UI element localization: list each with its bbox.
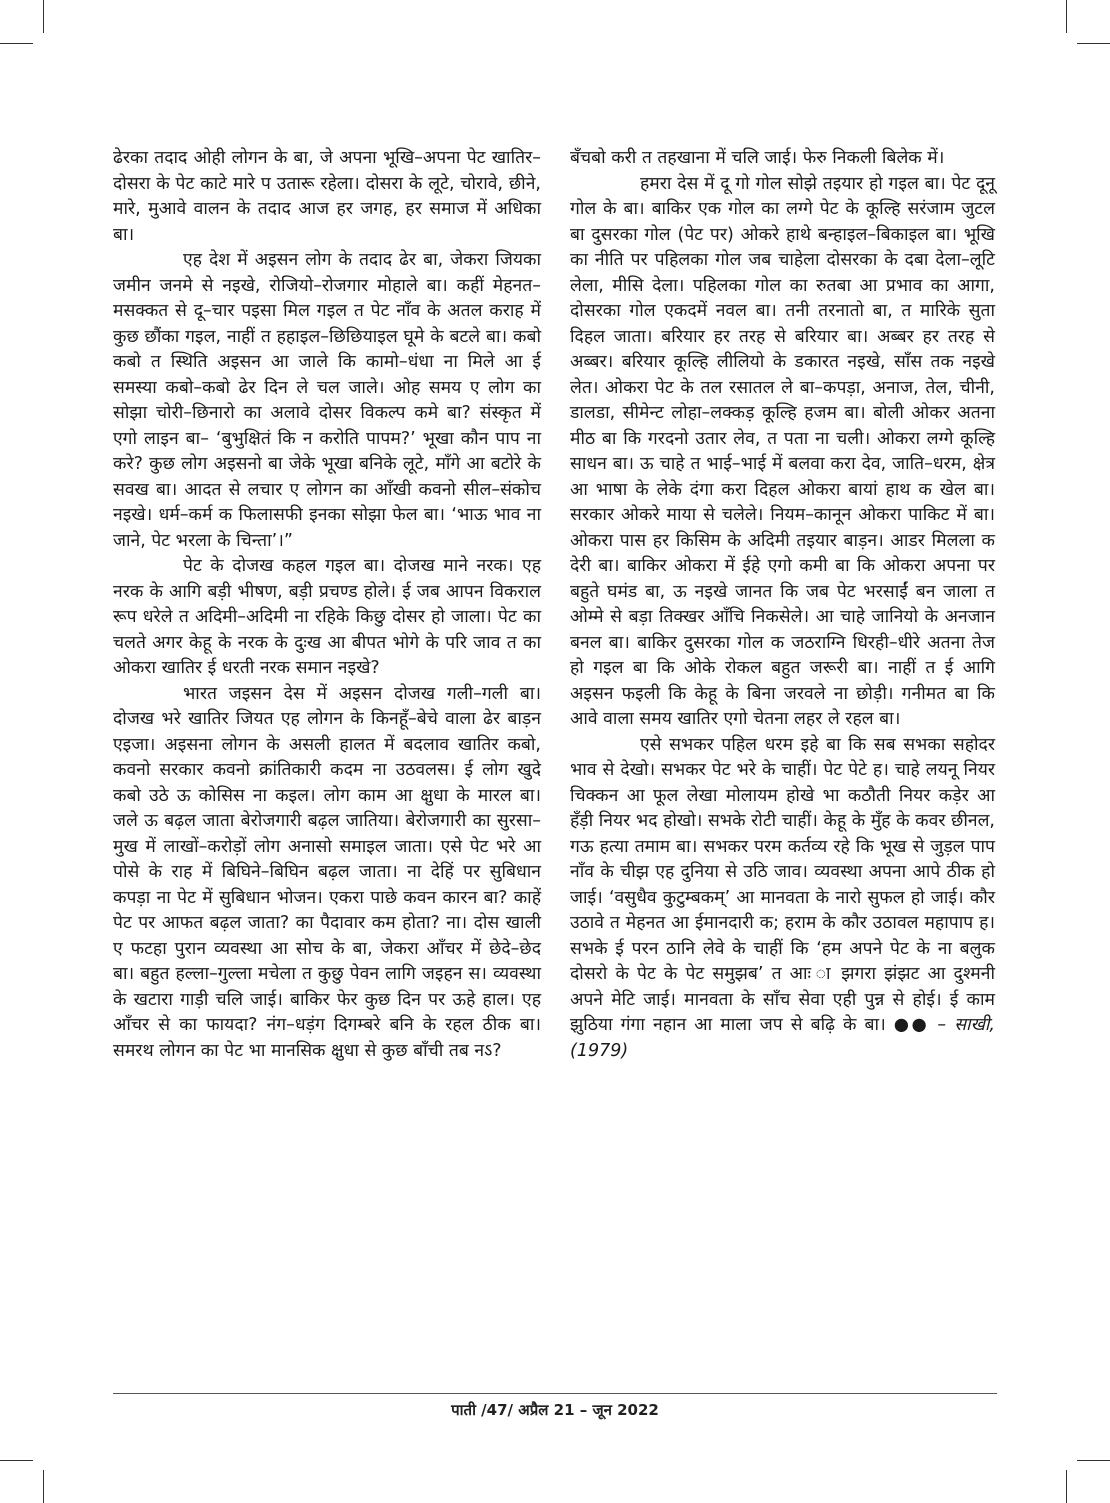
paragraph: भारत जइसन देस में अइसन दोजख गली–गली बा। दोजख भरे खातिर जियत एह लोगन के किनहूँ–बेचे वाला ढेर बाड़न एइजा। अइसना लोगन के असली हालत में बदलाव खातिर कबो, कवनो सरकार कवनो क्रांतिकारी कदम ना उठवलस। ई लोग खुदे कबो उठे ऊ कोसिस ना कइल। लोग काम आ क्षुधा के मारल बा। जले ऊ बढ़ल जाता बेरोजगारी बढ़ल जातिया। बेरोजगारी का सुरसा–मुख में लाखों–करोड़ों लोग अनासो समाइल जाता। एसे पेट भरे आ पोसे के राह में बिघिने–बिघिन बढ़ल जाता। ना देहिं पर सुबिधान कपड़ा ना पेट में सुबिधान भोजन। एकरा पाछे कवन कारन बा? काहें पेट पर आफत बढ़ल जाता? का पैदावार कम होता? ना। दोस खाली ए फटहा पुरान व्यवस्था आ सोच के बा, जेकरा आँचर में छेदे–छेद बा। बहुत हल्ला–गुल्ला मचेला त कुछु पेवन लागि जइहन स। व्यवस्था के खटारा गाड़ी चलि जाई। बाकिर फेर कुछ दिन पर ऊहे हाल। एह आँचर से का फायदा? नंग–धड़ंग दिगम्बरे बनि के रहल ठीक बा। समरथ लोगन का पेट भा मानसिक क्षुधा से कुछ बाँची तब नऽ? <box>113 683 541 1061</box>
crop-mark-bottom-right-v <box>1066 1470 1067 1503</box>
crop-mark-bottom-left-v <box>43 1470 44 1503</box>
paragraph: ढेरका तदाद ओही लोगन के बा, जे अपना भूखि–अपना पेट खातिर–दोसरा के पेट काटे मारे प उतारू रहेला। दोसरा के लूटे, चोरावे, छीने, मारे, मुआवे वालन के तदाद आज हर जगह, हर समाज में अधिका बा। <box>113 148 541 245</box>
right-column <box>570 146 995 1064</box>
crop-mark-bottom-left-h <box>0 1460 33 1461</box>
crop-mark-top-right-h <box>1077 43 1110 44</box>
signature: साखी, (1979) <box>570 1015 995 1061</box>
crop-mark-top-right-v <box>1066 0 1067 33</box>
paragraph: हमरा देस में दू गो गोल सोझे तइयार हो गइल बा। पेट दूनू गोल के बा। बाकिर एक गोल का लग्गे पेट के कूल्हि सरंजाम जुटल बा दुसरका गोल (पेट पर) ओकरे हाथे बन्हाइल–बिकाइल बा। भूखि का नीति पर पहिलका गोल जब चाहेला दोसरका के दबा देला–लूटि लेला, मीसि देला। पहिलका गोल का रुतबा आ प्रभाव का आगा, दोसरका गोल एकदमें नवल बा। तनी तरनातो बा, त मारिके सुता दिहल जाता। बरियार हर तरह से बरियार बा। अब्बर हर तरह से अब्बर। बरियार कूल्हि लीलियो के डकारत नइखे, साँस तक नइखे लेत। ओकरा पेट के तल रसातल ले बा–कपड़ा, अनाज, तेल, चीनी, डालडा, सीमेन्ट लोहा–लक्कड़ कूल्हि हजम बा। बोली ओकर अतना मीठ बा कि गरदनो उतार लेव, त पता ना चली। ओकरा लग्गे कूल्हि साधन बा। ऊ चाहे त भाई–भाई में बलवा करा देव, जाति–धरम, क्षेत्र आ भाषा के लेके दंगा करा दिहल ओकरा बायां हाथ क खेल बा। सरकार ओकरे माया से चलेले। नियम–कानून ओकरा पाकिट में बा। ओकरा पास हर किसिम के अदिमी तइयार बाड़न। आडर मिलला क देरी बा। बाकिर ओकरा में ईहे एगो कमी बा कि ओकरा अपना पर बहुते घमंड बा, ऊ नइखे जानत कि जब पेट भरसाईं बन जाला त ओम्मे से बड़ा तिक्खर आँचि निकसेले। आ चाहे जानियो के अनजान बनल बा। बाकिर दुसरका गोल क जठराग्नि धिरही–धीरे अतना तेज हो गइल बा कि ओके रोकल बहुत जरूरी बा। नाहीं त ई आगि अइसन फइली कि केहू के बिना जरवले ना छोड़ी। गनीमत बा कि आवे वाला समय खातिर एगो चेतना लहर ले रहल बा। <box>570 173 995 729</box>
crop-mark-top-left-h <box>0 43 33 44</box>
crop-mark-bottom-right-h <box>1077 1460 1110 1461</box>
paragraph-text: एसे सभकर पहिल धरम इहे बा कि सब सभका सहोदर भाव से देखो। सभकर पेट भरे के चाहीं। पेट पेटे ह। चाहे लयनू नियर चिक्कन आ फूल लेखा मोलायम होखे भा कठौती नियर कड़ेर आ हँड़ी नियर भद होखो। सभके रोटी चाहीं। केहू के मुँह के कवर छीनल, गऊ हत्या तमाम बा। सभकर परम कर्तव्य रहे कि भूख से जुड़ल पाप नाँव के चीझ एह दुनिया से उठि जाव। व्यवस्था अपना आपे ठीक हो जाई। ‘वसुधैव कुटुम्बकम्’ आ मानवता के नारो सुफल हो जाई। कौर उठावे त मेहनत आ ईमानदारी क; हराम के कौर उठावल महापाप ह। सभके ई परन ठानि लेवे के चाहीं कि ‘हम अपने पेट के ना बलुक दोसरो के पेट के पेट समुझब’ त आः ा झगरा झंझट आ दुश्मनी अपने मेटि जाई। मानवता के साँच सेवा एही पुन्न से होई। ई काम झुठिया गंगा नहान आ माला जप से बढ़ि के बा। ●● – <box>570 734 995 1035</box>
paragraph: एह देश में अइसन लोग के तदाद ढेर बा, जेकरा जियका जमीन जनमे से नइखे, रोजियो–रोजगार मोहाले बा। कहीं मेहनत–मसक्कत से दू–चार पइसा मिल गइल त पेट नाँव के अतल कराह में कुछ छौंका गइल, नाहीं त हहाइल–छिछियाइल घूमे के बटले बा। कबो कबो त स्थिति अइसन आ जाले कि कामो–धंधा ना मिले आ ई समस्या कबो–कबो ढेर दिन ले चल जाले। ओह समय ए लोग का सोझा चोरी–छिनारो का अलावे दोसर विकल्प कमे बा? संस्कृत में एगो लाइन बा– ‘बुभुक्षितं कि न करोति पापम?’ भूखा कौन पाप ना करे? कुछ लोग अइसनो बा जेके भूखा बनिके लूटे, माँगे आ बटोरे के सवख बा। आदत से लचार ए लोगन का आँखी कवनो सील–संकोच नइखे। धर्म–कर्म क फिलासफी इनका सोझा फेल बा। ‘भाऊ भाव ना जाने, पेट भरला के चिन्ता’।” <box>113 250 541 551</box>
page-footer: पाती /47/ अप्रैल 21 – जून 2022 <box>451 1401 659 1419</box>
crop-mark-top-left-v <box>43 0 44 33</box>
footer-rule <box>113 1393 997 1394</box>
paragraph: बँचबो करी त तहखाना में चलि जाई। फेरु निकली बिलेक में। <box>570 148 945 168</box>
left-column <box>113 146 541 1064</box>
paragraph: पेट के दोजख कहल गइल बा। दोजख माने नरक। एह नरक के आगि बड़ी भीषण, बड़ी प्रचण्ड होले। ई जब आपन विकराल रूप धरेले त अदिमी–अदिमी ना रहिके किछु दोसर हो जाला। पेट का चलते अगर केहू के नरक के दुःख आ बीपत भोगे के परि जाव त का ओकरा खातिर ई धरती नरक समान नइखे? <box>113 556 541 678</box>
paragraph <box>570 733 995 1065</box>
